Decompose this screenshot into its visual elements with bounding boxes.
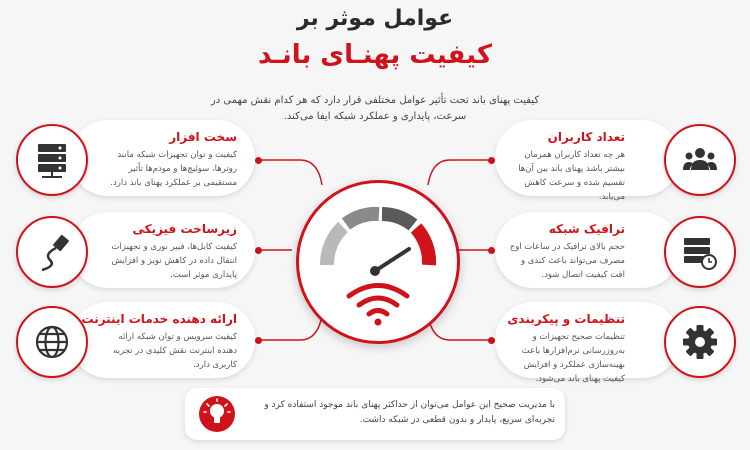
- factor-desc: کیفیت سرویس و توان شبکه ارائه دهنده اینترنت نقش کلیدی در تجربه کاربری دارد.: [113, 332, 237, 370]
- connector-dot: [255, 337, 262, 344]
- factor-card-isp: [70, 302, 255, 378]
- factor-title: تنظیمات و پیکربندی: [507, 312, 625, 326]
- title-line2: کیفیت پهنـای بانـد: [258, 40, 492, 70]
- connector-dot: [255, 247, 262, 254]
- intro-text: کیفیت پهنای باند تحت تأثیر عوامل مختلفی قرار دارد که هر کدام نقش مهمی در سرعت، پایداری و عملکرد شبکه ایفا می‌کند.: [210, 95, 540, 122]
- connector-dot: [488, 337, 495, 344]
- title-line1: عوامل موثر بر: [296, 6, 454, 31]
- factor-title: ترافیک شبکه: [548, 222, 625, 236]
- server-rack-icon: [16, 124, 88, 196]
- footer-text: با مدیریت صحیح این عوامل می‌توان از حداکثر پهنای باند موجود استفاده کرد و تجربه‌ای سریع، پایدار و بدون قطعی در شبکه داشت.: [264, 400, 555, 425]
- factor-title: زیرساخت فیزیکی: [132, 222, 237, 236]
- factor-card-infrastructure: [70, 212, 255, 288]
- factor-desc: کیفیت کابل‌ها، فیبر نوری و تجهیزات انتقال داده در کاهش نویز و افزایش پایداری موثر است.: [111, 242, 237, 280]
- connector-dot: [488, 247, 495, 254]
- factor-card-configuration: [495, 302, 680, 384]
- factor-desc: هر چه تعداد کاربران همزمان بیشتر باشد پهنای باند بین آن‌ها تقسیم شده و سرعت کاهش می‌یابد.: [518, 150, 625, 202]
- factor-desc: تنظیمات صحیح تجهیزات و به‌روزرسانی نرم‌افزارها باعث بهینه‌سازی عملکرد و افزایش کیفیت پهنای باند می‌شود.: [521, 332, 625, 384]
- factor-title: سخت افزار: [169, 130, 237, 144]
- connector-dot: [255, 157, 262, 164]
- server-clock-icon: [664, 216, 736, 288]
- factor-desc: حجم بالای ترافیک در ساعات اوج مصرف می‌تواند باعث کندی و افت کیفیت اتصال شود.: [509, 242, 625, 280]
- footer-note: [185, 388, 565, 440]
- gear-icon: [664, 306, 736, 378]
- speed-gauge: [296, 180, 460, 344]
- factor-title: تعداد کاربران: [547, 130, 625, 144]
- factor-card-traffic: [495, 212, 680, 288]
- connector-dot: [488, 157, 495, 164]
- wifi-icon: [349, 286, 407, 315]
- usb-cable-icon: [16, 216, 88, 288]
- factor-desc: کیفیت و توان تجهیزات شبکه مانند روترها، سوئیچ‌ها و مودم‌ها تأثیر مستقیمی بر عملکرد پهنای باند دارد.: [110, 150, 237, 188]
- factor-card-hardware: [70, 120, 255, 196]
- globe-icon: [16, 306, 88, 378]
- users-group-icon: [664, 124, 736, 196]
- factor-card-users: [495, 120, 680, 202]
- factor-title: ارائه دهنده خدمات اینترنت: [81, 312, 237, 326]
- lightbulb-icon: [199, 396, 235, 432]
